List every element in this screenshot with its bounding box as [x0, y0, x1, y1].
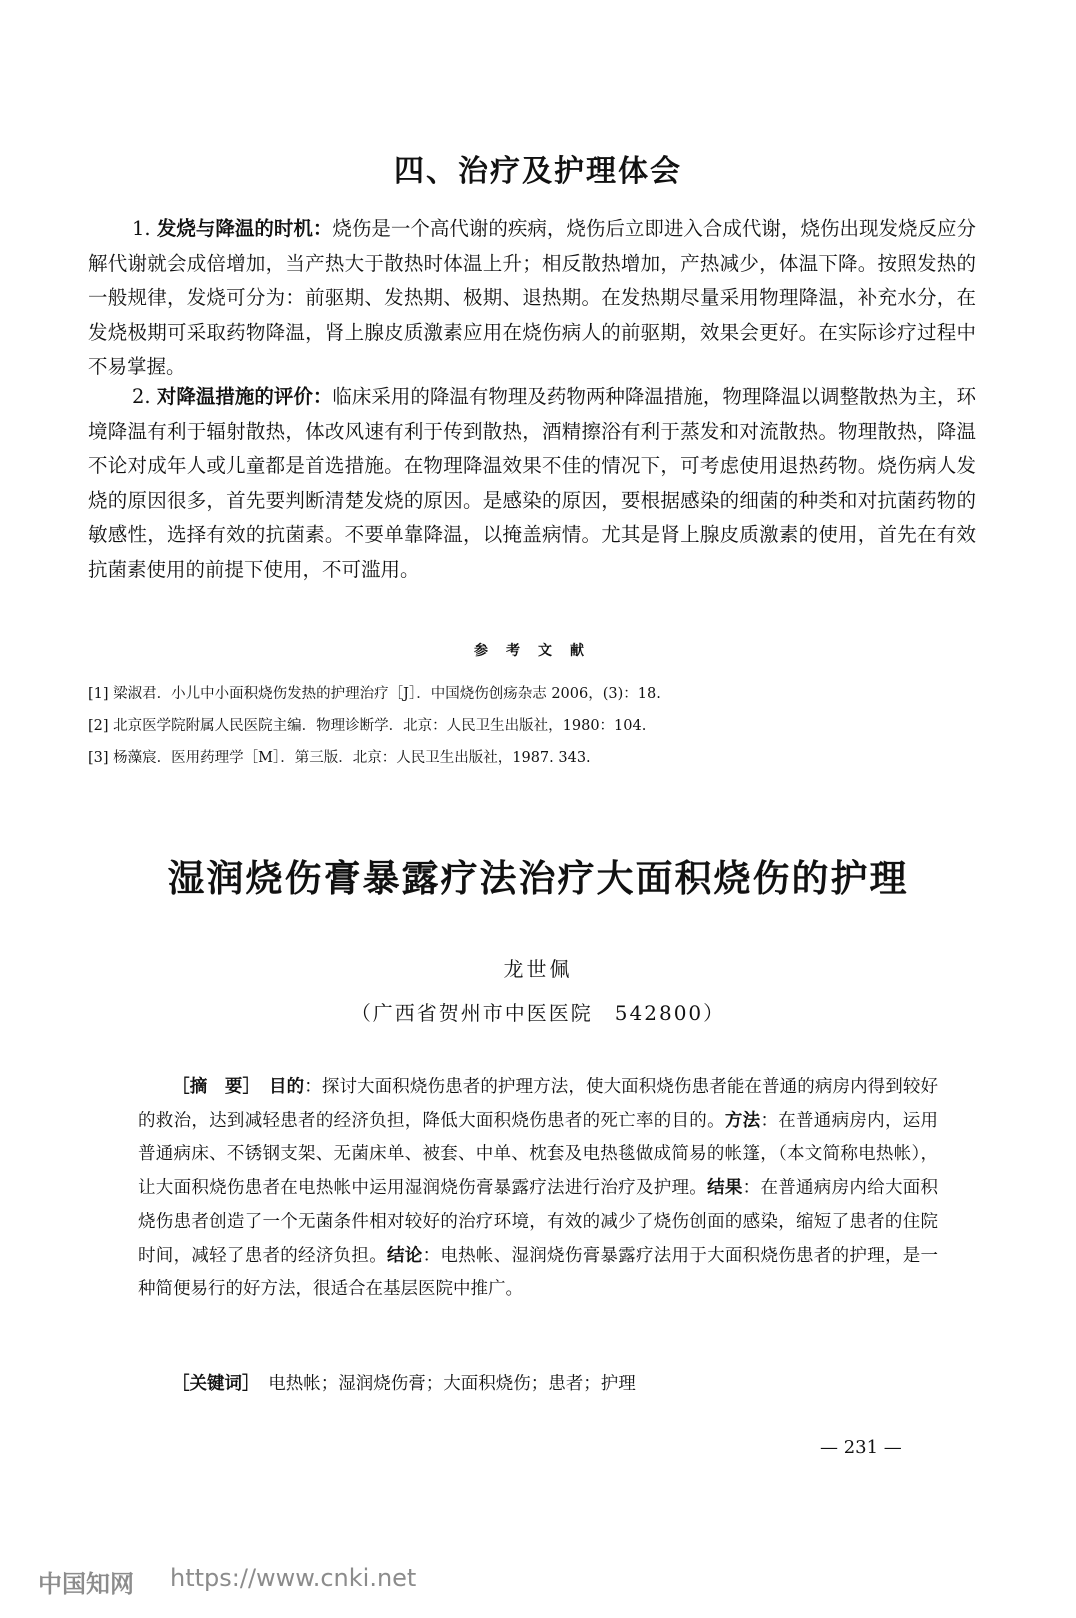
result-label: 结果	[707, 1178, 743, 1199]
paragraph-text: 临床采用的降温有物理及药物两种降温措施，物理降温以调整散热为主，环境降温有利于辐射散热，体改风速有利于传到散热，酒精擦浴有利于蒸发和对流散热。物理散热，降温不论对成年人或儿童都是首选措施。在物理降温效果不佳的情况下，可考虑使用退热药物。烧伤病人发烧的原因很多，首先要判断清楚发烧的原因。是感染的原因，要根据感染的细菌的种类和对抗菌药物的敏感性，选择有效的抗菌素。不要单靠降温，以掩盖病情。尤其是肾上腺皮质激素的使用，首先在有效抗菌素使用的前提下使用，不可滥用。	[88, 385, 976, 581]
reference-item: [3] 杨藻宸．医用药理学［M］．第三版．北京：人民卫生出版社，1987. 343.	[88, 750, 591, 766]
conclusion-label: 结论	[386, 1245, 423, 1266]
paragraph-number: 1.	[132, 217, 157, 240]
method-text: ：在普通病房内，运用普通病床、不锈钢支架、无菌床单、被套、中单、枕套及电热毯做成简易的帐篷，（本文简称电热帐），让大面积烧伤患者在电热帐中运用湿润烧伤膏暴露疗法进行治疗及护理。	[138, 1110, 939, 1199]
method-label: 方法	[724, 1110, 761, 1131]
paragraph-lead-separator: ：	[312, 217, 333, 240]
abstract	[138, 1071, 938, 1307]
reference-item: [1] 梁淑君．小儿中小面积烧伤发热的护理治疗［J］．中国烧伤创疡杂志 2006，(3)：18.	[88, 686, 661, 702]
article-affiliation: （广西省贺州市中医医院 542800）	[350, 1001, 726, 1025]
conclusion-text: ：电热帐、湿润烧伤膏暴露疗法用于大面积烧伤患者的护理，是一种简便易行的好方法，很适合在基层医院中推广。	[138, 1245, 939, 1300]
result-text: ：在普通病房内给大面积烧伤患者创造了一个无菌条件相对较好的治疗环境，有效的减少了烧伤创面的感染，缩短了患者的住院时间，减轻了患者的经济负担。	[138, 1178, 939, 1266]
references-heading: 参考文献	[474, 643, 602, 659]
section-title: 四、治疗及护理体会	[394, 154, 682, 189]
objective-label: 目的	[269, 1077, 305, 1097]
paragraph-lead-separator: ：	[312, 385, 333, 408]
article-title: 湿润烧伤膏暴露疗法治疗大面积烧伤的护理	[167, 857, 909, 900]
body-paragraph-1	[88, 212, 976, 385]
keywords-text: 电热帐；湿润烧伤膏；大面积烧伤；患者；护理	[268, 1374, 636, 1394]
abstract-label: ［摘 要］	[172, 1077, 252, 1097]
keywords-label: ［关键词］	[172, 1374, 251, 1394]
paragraph-number: 2.	[132, 385, 157, 408]
cnki-logo: 中国知网	[38, 1570, 134, 1598]
page-number: — 231 —	[820, 1437, 902, 1458]
paragraph-text: 烧伤是一个高代谢的疾病，烧伤后立即进入合成代谢，烧伤出现发烧反应分解代谢就会成倍增加，当产热大于散热时体温上升；相反散热增加，产热减少，体温下降。按照发热的一般规律，发烧可分为：前驱期、发热期、极期、退热期。在发热期尽量采用物理降温，补充水分，在发烧极期可采取药物降温，肾上腺皮质激素应用在烧伤病人的前驱期，效果会更好。在实际诊疗过程中不易掌握。	[88, 217, 976, 378]
article-author: 龙世佩	[503, 957, 573, 981]
paragraph-lead: 发烧与降温的时机	[156, 217, 313, 240]
keywords	[172, 1369, 636, 1399]
body-paragraph-2	[88, 380, 976, 587]
objective-text: ：探讨大面积烧伤患者的护理方法，使大面积烧伤患者能在普通的病房内得到较好的救治，达到减轻患者的经济负担，降低大面积烧伤患者的死亡率的目的。	[138, 1077, 939, 1131]
paragraph-lead: 对降温措施的评价	[156, 385, 313, 408]
footer-url[interactable]: https://www.cnki.net	[170, 1564, 417, 1592]
reference-item: [2] 北京医学院附属人民医院主编．物理诊断学．北京：人民卫生出版社，1980：104.	[88, 718, 647, 734]
